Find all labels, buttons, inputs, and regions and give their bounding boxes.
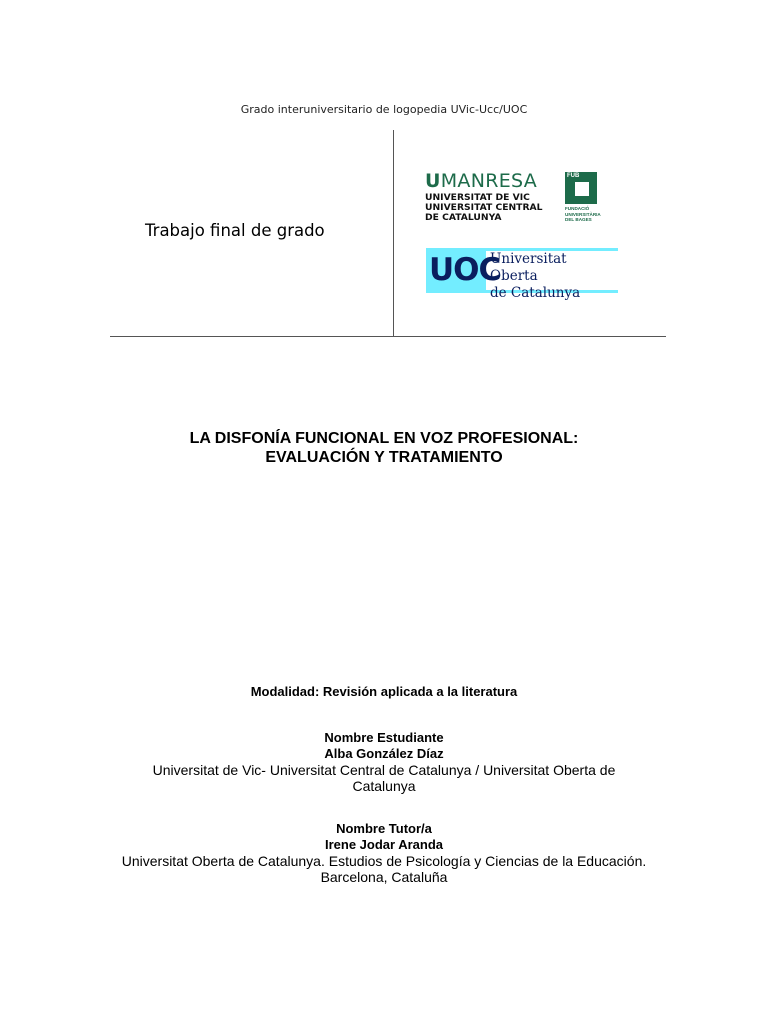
- uoc-logo: [426, 248, 618, 301]
- fub-logo-subtitle: FUNDACIÓ UNIVERSITÀRIA DEL BAGES: [565, 206, 601, 222]
- student-section: [0, 730, 768, 794]
- fub-logo: [565, 172, 597, 204]
- umanresa-logo-subtitle: UNIVERSITAT DE VIC UNIVERSITAT CENTRAL DE CATALUNYA: [425, 192, 543, 223]
- student-affiliation-line2: Catalunya: [352, 778, 416, 794]
- document-title: LA DISFONÍA FUNCIONAL EN VOZ PROFESIONAL: EVALUACIÓN Y TRATAMIENTO: [189, 430, 579, 466]
- uoc-logo-mark: [426, 248, 501, 293]
- student-label: Nombre Estudiante: [324, 730, 444, 745]
- tutor-affiliation-line2: Barcelona, Cataluña: [320, 869, 448, 885]
- umanresa-logo: [425, 170, 600, 228]
- program-header: Grado interuniversitario de logopedia UVic-Ucc/UOC: [240, 103, 528, 116]
- vertical-divider: [393, 130, 394, 337]
- fub-logo-label: FUB: [567, 173, 580, 179]
- tutor-name: Irene Jodar Aranda: [324, 837, 443, 852]
- student-name: Alba González Díaz: [324, 746, 444, 761]
- document-type-label: Trabajo final de grado: [145, 221, 325, 240]
- tutor-section: [0, 821, 768, 885]
- uoc-logo-name: Universitat Oberta de Catalunya: [490, 251, 581, 301]
- umanresa-logo-title: UMANRESA: [425, 170, 538, 192]
- fub-logo-square: [575, 182, 589, 196]
- uoc-logo-letters: UOC: [429, 252, 501, 288]
- tutor-affiliation-line1: Universitat Oberta de Catalunya. Estudios de Psicología y Ciencias de la Educación.: [121, 853, 647, 869]
- tutor-label: Nombre Tutor/a: [336, 821, 432, 836]
- modality: Modalidad: Revisión aplicada a la literatura: [250, 684, 518, 699]
- student-affiliation-line1: Universitat de Vic- Universitat Central de Catalunya / Universitat Oberta de: [152, 762, 616, 778]
- horizontal-divider: [110, 336, 666, 337]
